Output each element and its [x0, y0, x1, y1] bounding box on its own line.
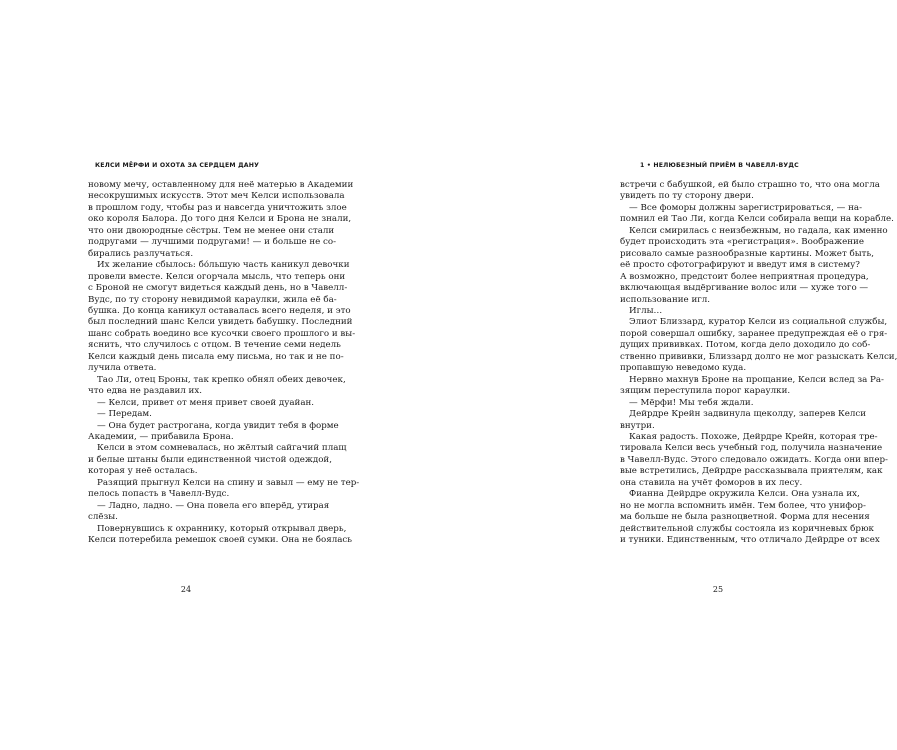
- text-line: — Мёрфи! Мы тебя ждали.: [629, 397, 754, 408]
- text-line: зящим переступила порог караулки.: [620, 386, 791, 397]
- text-line: что едва не раздавил их.: [88, 386, 202, 397]
- text-line: Нервно махнув Броне на прощание, Келси вслед за Ра-: [629, 374, 884, 385]
- running-head-left: КЕЛСИ МЁРФИ И ОХОТА ЗА СЕРДЦЕМ ДАНУ: [95, 162, 260, 169]
- text-line: провели вместе. Келси огорчала мысль, что теперь они: [88, 271, 346, 282]
- text-line: действительной службы состояла из коричневых брюк: [620, 523, 874, 534]
- text-line: новому мечу, оставленному для неё матерью в Академии: [88, 180, 354, 190]
- text-line: но не могла вспомнить имён. Тем более, что унифор-: [620, 500, 866, 511]
- text-line: яснить, что случилось с отцом. В течение семи недель: [88, 340, 341, 351]
- text-line: Келси потеребила ремешок своей сумки. Она не боялась: [88, 535, 352, 546]
- text-line: А возможно, предстоит более неприятная процедура,: [620, 271, 869, 282]
- text-line: ма больше не была разноцветной. Форма для несения: [620, 512, 870, 523]
- text-line: лучила ответа.: [88, 363, 157, 374]
- text-line: был последний шанс Келси увидеть бабушку. Последний: [88, 317, 353, 328]
- text-line: тировала Келси весь учебный год, получила назначение: [620, 443, 883, 454]
- text-line: что они двоюродные сёстры. Тем не менее они стали: [88, 225, 335, 236]
- body-text-left: [88, 180, 360, 547]
- text-line: Их желание сбылось: бо́льшую часть каникул девочки: [97, 260, 350, 271]
- text-line: Разящий прыгнул Келси на спину и завыл — ему не тер-: [97, 477, 360, 488]
- text-line: использование игл.: [620, 294, 711, 305]
- text-line: её просто сфотографируют и введут имя в систему?: [620, 260, 860, 271]
- text-line: подругами — лучшими подругами! — и больше не со-: [88, 237, 337, 248]
- right-page: [300, 0, 897, 750]
- text-line: Иглы…: [629, 305, 663, 316]
- text-line: Элиот Близзард, куратор Келси из социальной службы,: [629, 317, 888, 328]
- text-line: помнил ей Тао Ли, когда Келси собирала вещи на корабле.: [620, 214, 894, 225]
- text-line: — Она будет растрогана, когда увидит тебя в форме: [97, 420, 339, 431]
- text-line: будет происходить эта «регистрация». Воображение: [620, 237, 864, 248]
- text-line: Келси каждый день писала ему письма, но так и не по-: [88, 351, 344, 362]
- text-line: — Все фоморы должны зарегистрироваться, — на-: [629, 202, 863, 213]
- text-line: встречи с бабушкой, ей было страшно то, что она могла: [620, 180, 880, 190]
- text-line: несокрушимых искусств. Этот меч Келси использовала: [88, 191, 345, 202]
- running-head-right: 1 • НЕЛЮБЕЗНЫЙ ПРИЁМ В ЧАВЕЛЛ-ВУДС: [640, 162, 799, 169]
- text-line: Фианна Дейрдре окружила Келси. Она узнала их,: [629, 489, 860, 500]
- text-line: — Передам.: [97, 409, 152, 420]
- text-line: Келси смирилась с неизбежным, но гадала, как именно: [629, 225, 888, 236]
- text-line: увидеть по ту сторону двери.: [620, 191, 754, 202]
- text-line: пропавшую неведомо куда.: [620, 363, 747, 374]
- text-line: и туники. Единственным, что отличало Дейрдре от всех: [620, 535, 880, 546]
- text-line: она ставила на учёт фоморов в их лесу.: [620, 477, 803, 488]
- page-number-right: 25: [712, 585, 724, 594]
- page-number-left: 24: [180, 585, 192, 594]
- text-line: пелось попасть в Чавелл-Вудс.: [88, 489, 230, 500]
- text-line: бирались разлучаться.: [88, 248, 194, 259]
- text-line: Келси в этом сомневалась, но жёлтый сайгачий плащ: [97, 443, 347, 454]
- body-text-right: [620, 180, 897, 547]
- text-line: вые встретились, Дейрдре рассказывала приятелям, как: [620, 466, 883, 477]
- text-line: око короля Балора. До того дня Келси и Брона не знали,: [88, 214, 352, 225]
- text-line: Вудс, по ту сторону невидимой караулки, жила её ба-: [88, 294, 337, 305]
- text-line: включающая выдёргивание волос или — хуже того —: [620, 283, 869, 294]
- text-line: которая у неё осталась.: [88, 466, 198, 477]
- text-line: Повернувшись к охраннику, который открывал дверь,: [97, 523, 347, 534]
- text-line: дущих прививках. Потом, когда дело доходило до соб-: [620, 340, 871, 351]
- text-line: Какая радость. Похоже, Дейрдре Крейн, которая тре-: [629, 431, 878, 442]
- text-line: внутри.: [620, 420, 655, 431]
- text-line: бушка. До конца каникул оставалась всего неделя, и это: [88, 305, 351, 316]
- text-line: Дейрдре Крейн задвинула щеколду, заперев Келси: [629, 409, 867, 420]
- text-line: Тао Ли, отец Броны, так крепко обнял обеих девочек,: [97, 374, 346, 385]
- text-line: шанс собрать воедино все кусочки своего прошлого и вы-: [88, 328, 356, 339]
- text-line: слёзы.: [88, 512, 118, 523]
- left-page: [0, 0, 360, 750]
- text-line: Академии, — прибавила Брона.: [88, 431, 234, 442]
- text-line: в Чавелл-Вудс. Этого следовало ожидать. Когда они впер-: [620, 454, 888, 465]
- text-line: порой совершал ошибку, заранее предупреждая её о гря-: [620, 328, 888, 339]
- text-line: с Броной не смогут видеться каждый день, но в Чавелл-: [88, 283, 348, 294]
- text-line: — Келси, привет от меня привет своей дуайан.: [97, 397, 315, 408]
- text-line: рисовало самые разнообразные картины. Может быть,: [620, 248, 874, 259]
- text-line: и белые штаны были единственной чистой одеждой,: [88, 454, 332, 465]
- text-line: в прошлом году, чтобы раз и навсегда уничтожить злое: [88, 202, 347, 213]
- text-line: ственно прививки, Близзард долго не мог разыскать Келси,: [620, 351, 897, 362]
- text-line: — Ладно, ладно. — Она повела его вперёд, утирая: [97, 500, 330, 511]
